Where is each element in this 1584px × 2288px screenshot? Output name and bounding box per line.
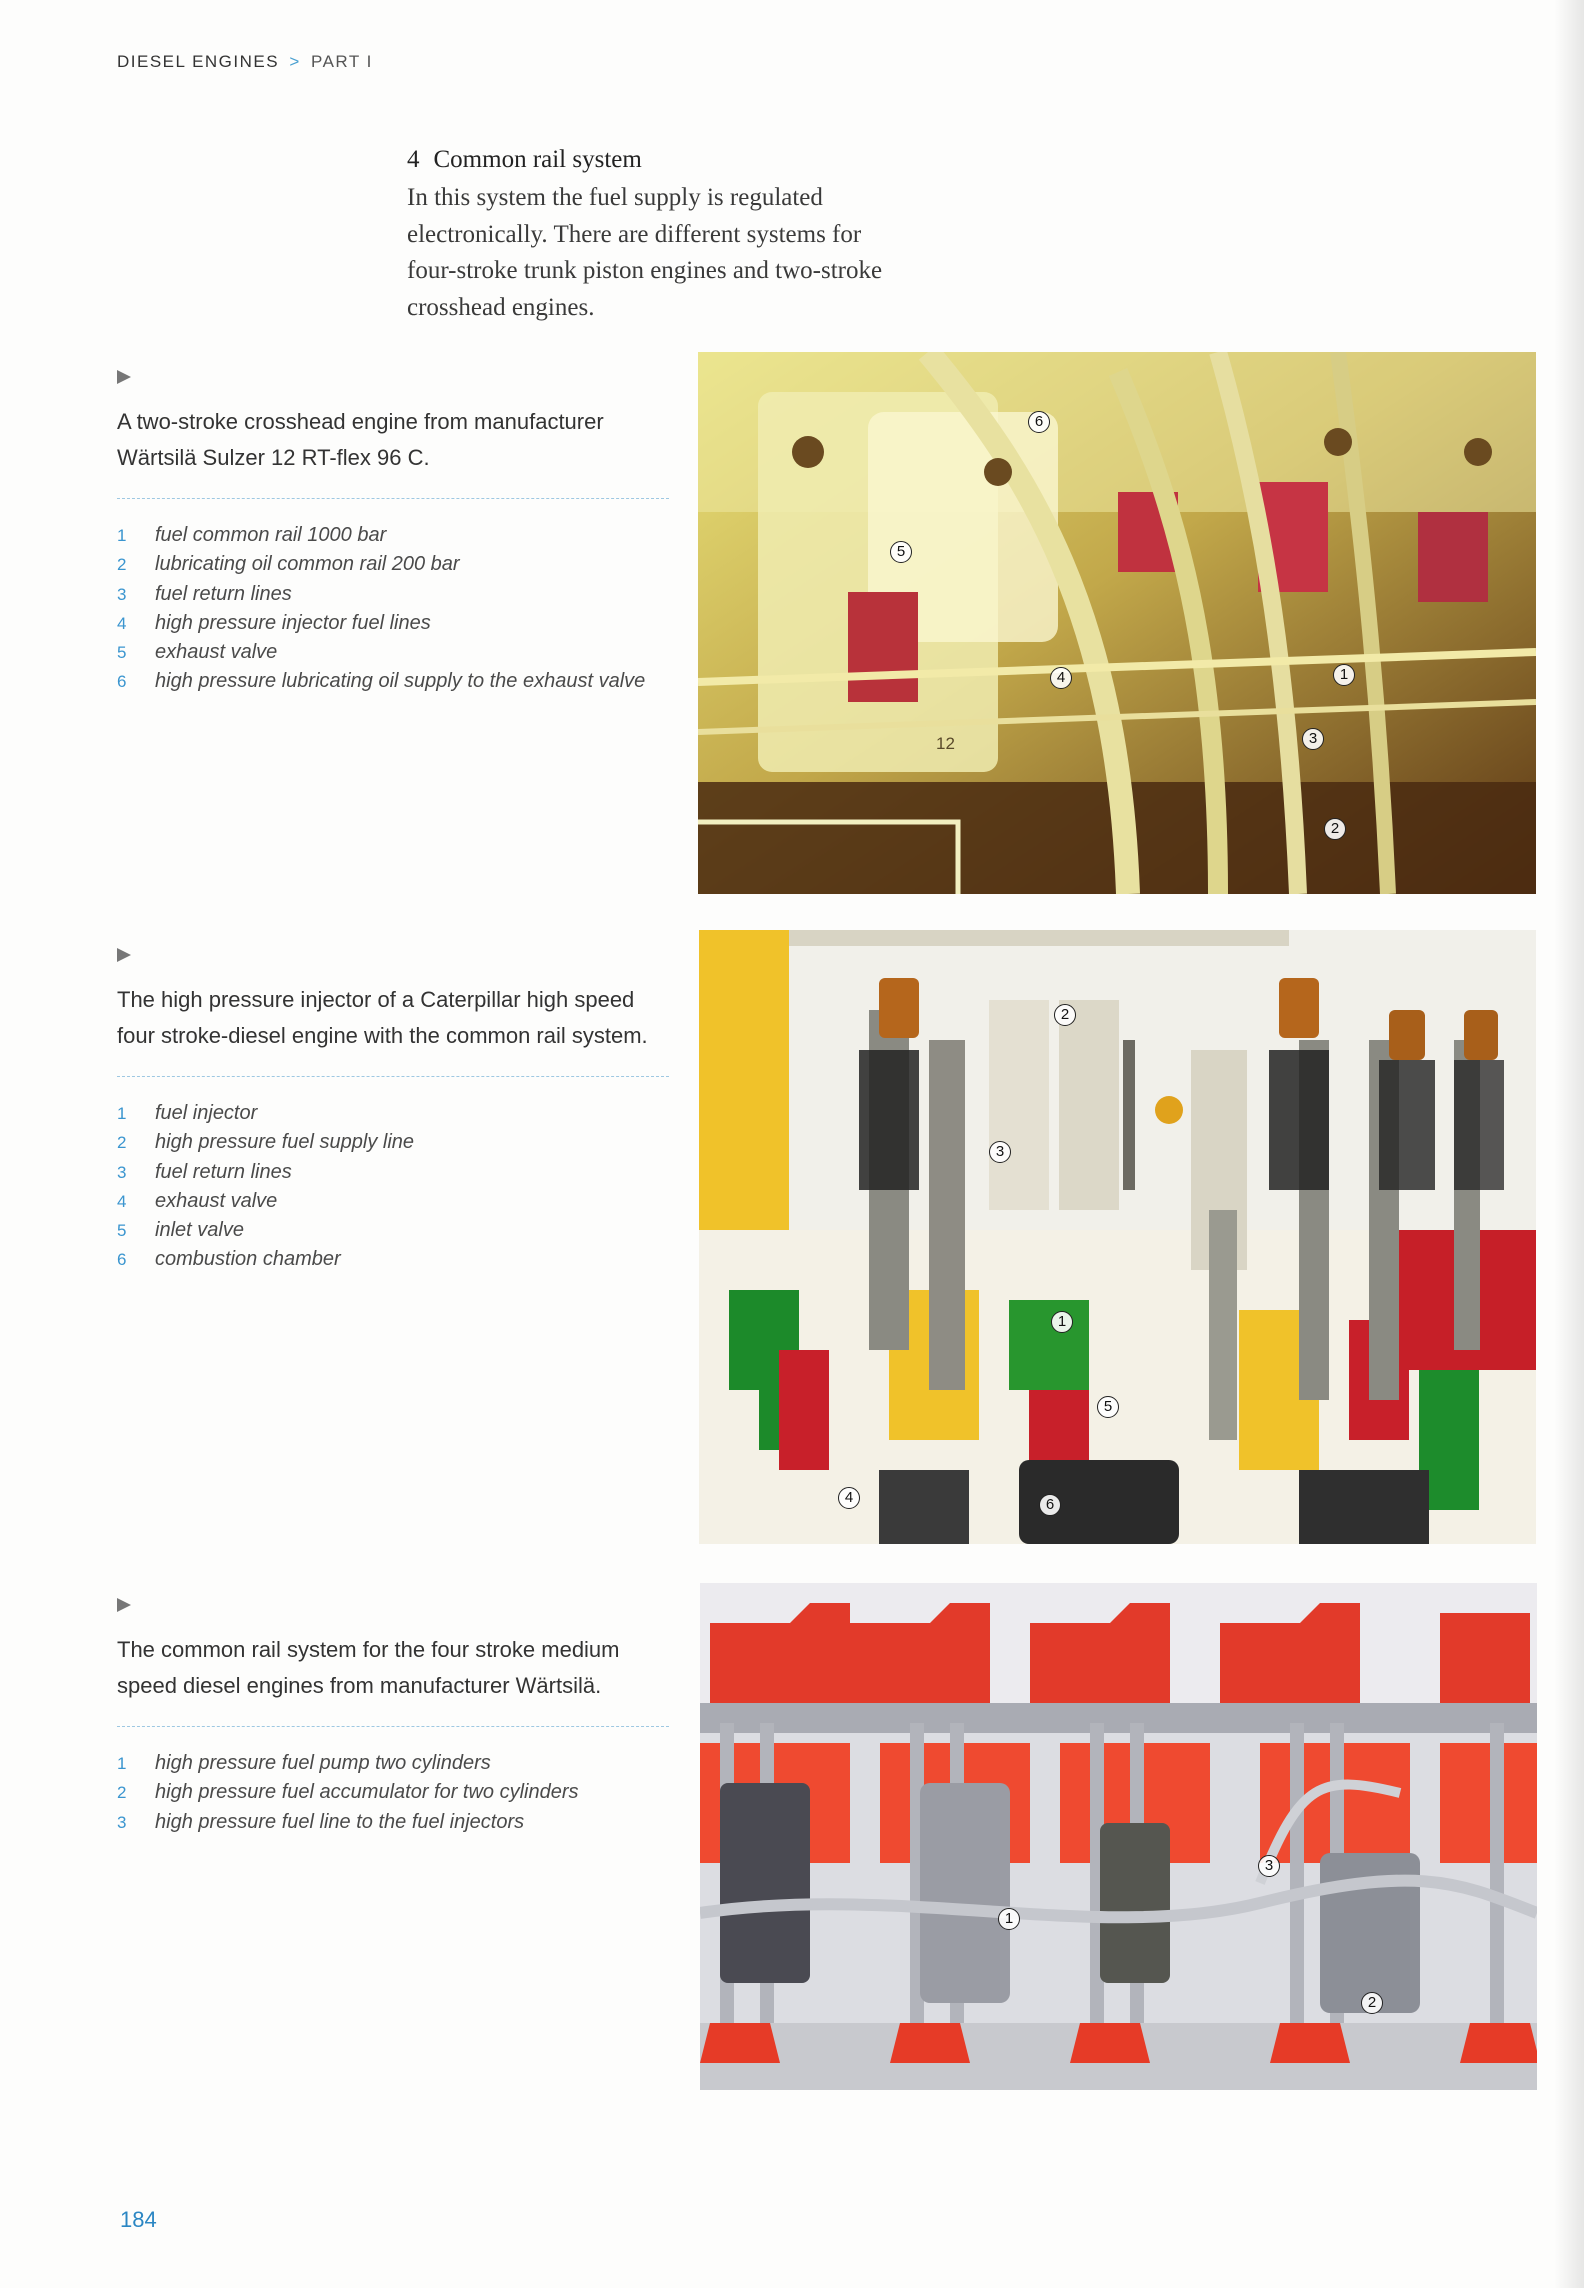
figure-1-legend xyxy=(117,521,672,697)
legend-item xyxy=(117,550,672,579)
legend-number: 1 xyxy=(117,1754,127,1773)
caption-line: speed diesel engines from manufacturer Wärtsilä. xyxy=(117,1673,602,1698)
callout-marker: 2 xyxy=(1324,818,1346,840)
figure-1-caption xyxy=(117,370,672,697)
running-head-part: PART I xyxy=(311,52,373,71)
legend-number: 4 xyxy=(117,613,127,633)
legend-item xyxy=(117,1216,672,1245)
dashed-divider xyxy=(117,498,669,499)
legend-item xyxy=(117,1778,672,1807)
legend-number: 2 xyxy=(117,1133,127,1153)
play-arrow-icon xyxy=(117,1598,131,1612)
intro-block xyxy=(407,146,967,326)
intro-paragraph xyxy=(407,180,967,326)
legend-text: high pressure fuel pump two cylinders xyxy=(155,1752,491,1774)
legend-number: 3 xyxy=(117,584,127,604)
callout-marker: 2 xyxy=(1361,1992,1383,2014)
engine-photo-crosshead xyxy=(698,352,1536,894)
legend-text: high pressure injector fuel lines xyxy=(155,611,431,634)
legend-text: fuel injector xyxy=(155,1102,258,1124)
legend-number: 2 xyxy=(117,555,127,575)
caption-line: Wärtsilä Sulzer 12 RT-flex 96 C. xyxy=(117,445,430,470)
legend-item xyxy=(117,1158,672,1187)
callout-marker: 6 xyxy=(1028,411,1050,433)
caption-line: The high pressure injector of a Caterpillar high speed xyxy=(117,987,635,1012)
callout-marker: 1 xyxy=(1051,1311,1073,1333)
injector-cutaway-photo xyxy=(699,930,1536,1544)
callout-marker: 4 xyxy=(1050,667,1072,689)
callout-marker: 3 xyxy=(989,1141,1011,1163)
callout-marker: 5 xyxy=(1097,1396,1119,1418)
legend-item xyxy=(117,521,672,550)
dashed-divider xyxy=(117,1076,669,1077)
callout-marker: 4 xyxy=(838,1487,860,1509)
medium-speed-rail-art xyxy=(700,1583,1537,2090)
legend-item xyxy=(117,580,672,609)
figure-3-legend xyxy=(117,1749,672,1837)
intro-line: In this system the fuel supply is regulated xyxy=(407,184,823,211)
callout-marker: 3 xyxy=(1302,728,1324,750)
legend-number: 1 xyxy=(117,526,127,545)
legend-text: high pressure fuel accumulator for two cylinders xyxy=(155,1781,579,1804)
legend-text: exhaust valve xyxy=(155,1189,278,1212)
figure-2-legend xyxy=(117,1099,672,1275)
caption-line: A two-stroke crosshead engine from manufacturer xyxy=(117,409,604,434)
play-arrow-icon xyxy=(117,370,131,384)
legend-text: high pressure lubricating oil supply to the exhaust valve xyxy=(155,670,646,693)
section-title-text: Common rail system xyxy=(433,146,642,173)
legend-text: high pressure fuel supply line xyxy=(155,1131,415,1154)
legend-item xyxy=(117,667,672,696)
legend-item xyxy=(117,1808,672,1837)
legend-number: 4 xyxy=(117,1191,127,1211)
running-head-separator: > xyxy=(289,52,301,71)
page-number: 184 xyxy=(120,2207,157,2232)
callout-marker: 2 xyxy=(1054,1004,1076,1026)
figure-2-caption xyxy=(117,948,672,1275)
legend-number: 6 xyxy=(117,672,127,692)
caption-line: The common rail system for the four stroke medium xyxy=(117,1637,620,1662)
page-edge-shadow xyxy=(1554,0,1584,2288)
caption-text xyxy=(117,1632,672,1704)
legend-item xyxy=(117,1749,672,1778)
section-number: 4 xyxy=(407,146,420,173)
legend-text: fuel return lines xyxy=(155,582,292,605)
callout-marker: 6 xyxy=(1039,1494,1061,1516)
running-head xyxy=(117,52,373,72)
legend-text: lubricating oil common rail 200 bar xyxy=(155,553,460,576)
callout-marker: 3 xyxy=(1258,1855,1280,1877)
legend-number: 5 xyxy=(117,643,127,663)
legend-item xyxy=(117,1128,672,1157)
caption-line: four stroke-diesel engine with the common rail system. xyxy=(117,1023,648,1048)
play-arrow-icon xyxy=(117,948,131,962)
legend-number: 6 xyxy=(117,1250,127,1270)
intro-line: crosshead engines. xyxy=(407,293,595,321)
photo-cylinder-label: 12 xyxy=(936,734,955,753)
legend-text: inlet valve xyxy=(155,1219,244,1242)
legend-item xyxy=(117,1099,672,1128)
caption-text xyxy=(117,404,672,476)
caption-text xyxy=(117,982,672,1054)
running-head-section: DIESEL ENGINES xyxy=(117,52,280,71)
callout-marker: 5 xyxy=(890,541,912,563)
engine-photo-crosshead-art xyxy=(698,352,1536,894)
callout-marker: 1 xyxy=(998,1908,1020,1930)
legend-number: 3 xyxy=(117,1812,127,1832)
legend-text: high pressure fuel line to the fuel injectors xyxy=(155,1810,525,1833)
intro-line: four-stroke trunk piston engines and two-stroke xyxy=(407,257,883,284)
legend-item xyxy=(117,609,672,638)
medium-speed-rail-render xyxy=(700,1583,1537,2090)
intro-line: electronically. There are different systems for xyxy=(407,220,862,248)
legend-number: 5 xyxy=(117,1221,127,1241)
legend-item xyxy=(117,1187,672,1216)
injector-cutaway-art xyxy=(699,930,1536,1544)
dashed-divider xyxy=(117,1726,669,1727)
legend-number: 2 xyxy=(117,1783,127,1803)
legend-text: fuel return lines xyxy=(155,1160,292,1183)
legend-text: exhaust valve xyxy=(155,641,278,664)
figure-3-caption xyxy=(117,1598,672,1837)
legend-item xyxy=(117,1245,672,1274)
legend-number: 3 xyxy=(117,1162,127,1182)
legend-text: fuel common rail 1000 bar xyxy=(155,524,387,546)
legend-text: combustion chamber xyxy=(155,1248,341,1271)
legend-item xyxy=(117,638,672,667)
callout-marker: 1 xyxy=(1333,664,1355,686)
section-title xyxy=(407,146,967,174)
legend-number: 1 xyxy=(117,1104,127,1123)
